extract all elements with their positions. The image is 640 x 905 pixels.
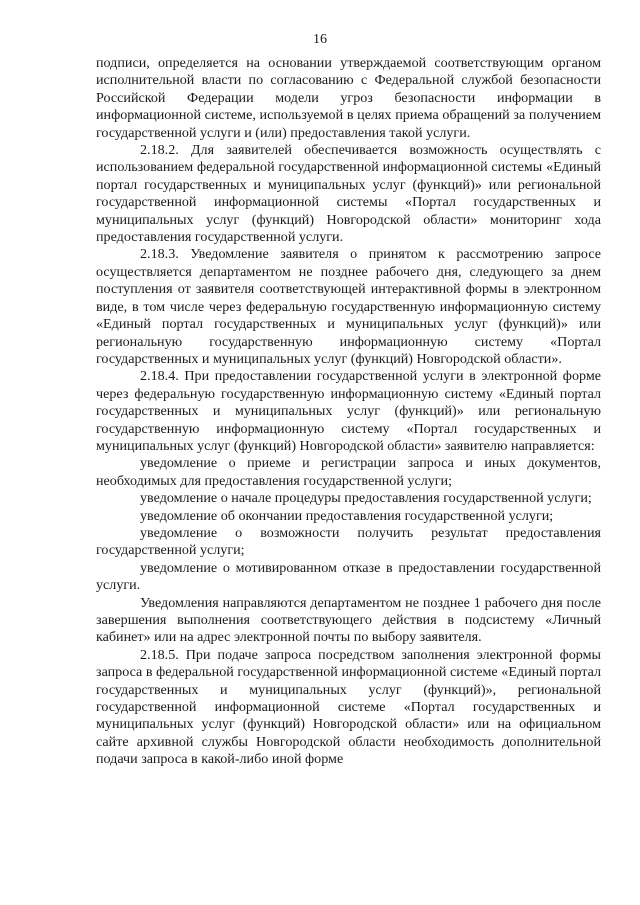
list-item: уведомление о мотивированном отказе в предоставлении государственной услуги.: [96, 559, 601, 594]
paragraph: 2.18.2. Для заявителей обеспечивается возможность осуществлять с использованием федеральной государственной информационной системы «Единый портал государственных и муниципальных услуг (функций)» или региональной государственной информационной системы «Портал государственных и муниципальных услуг (функций) Новгородской области» мониторинг хода предоставления государственной услуги.: [96, 142, 601, 246]
paragraph: 2.18.4. При предоставлении государственной услуги в электронной форме через федеральную государственную информационную систему «Единый портал государственных и муниципальных услуг (функций)» или региональную государственную информационную систему «Портал государственных и муниципальных услуг (функций) Новгородской области» заявителю направляется:: [96, 368, 601, 454]
list-item: уведомление о приеме и регистрации запроса и иных документов, необходимых для предоставления государственной услуги;: [96, 455, 601, 489]
paragraph: 2.18.5. При подаче запроса посредством заполнения электронной формы запроса в федеральной государственной информационной системе «Единый портал государственных и муниципальных услуг (функций)», региональной государственной информационной системе «Портал государственных и муниципальных услуг (функций) Новгородской области» или на официальном сайте архивной службы Новгородской области необходимость дополнительной подачи запроса в какой-либо иной форме: [96, 646, 601, 768]
page-number: 16: [313, 32, 327, 47]
list-item: уведомление о начале процедуры предоставления государственной услуги;: [140, 490, 592, 507]
list-item: уведомление о возможности получить результат предоставления государственной услуги;: [96, 524, 601, 559]
list-item: уведомление об окончании предоставления государственной услуги;: [140, 507, 554, 524]
paragraph: Уведомления направляются департаментом не позднее 1 рабочего дня после завершения выполнения соответствующего действия в подсистему «Личный кабинет» или на адрес электронной почты по выбору заявителя.: [96, 594, 601, 646]
paragraph: подписи, определяется на основании утверждаемой соответствующим органом исполнительной власти по согласованию с Федеральной службой безопасности Российской Федерации модели угроз безопасности информации в информационной системе, используемой в целях приема обращений за получением государственной услуги и (или) предоставления такой услуги.: [96, 55, 601, 141]
paragraph: 2.18.3. Уведомление заявителя о принятом к рассмотрению запросе осуществляется департаментом не позднее рабочего дня, следующего за днем поступления от заявителя соответствующей интерактивной формы в электронном виде, в том числе через федеральную государственную информационную систему «Единый портал государственных и муниципальных услуг (функций)» или региональную государственную информационную систему «Портал государственных и муниципальных услуг (функций) Новгородской области».: [96, 246, 601, 367]
body-text: [96, 55, 601, 769]
